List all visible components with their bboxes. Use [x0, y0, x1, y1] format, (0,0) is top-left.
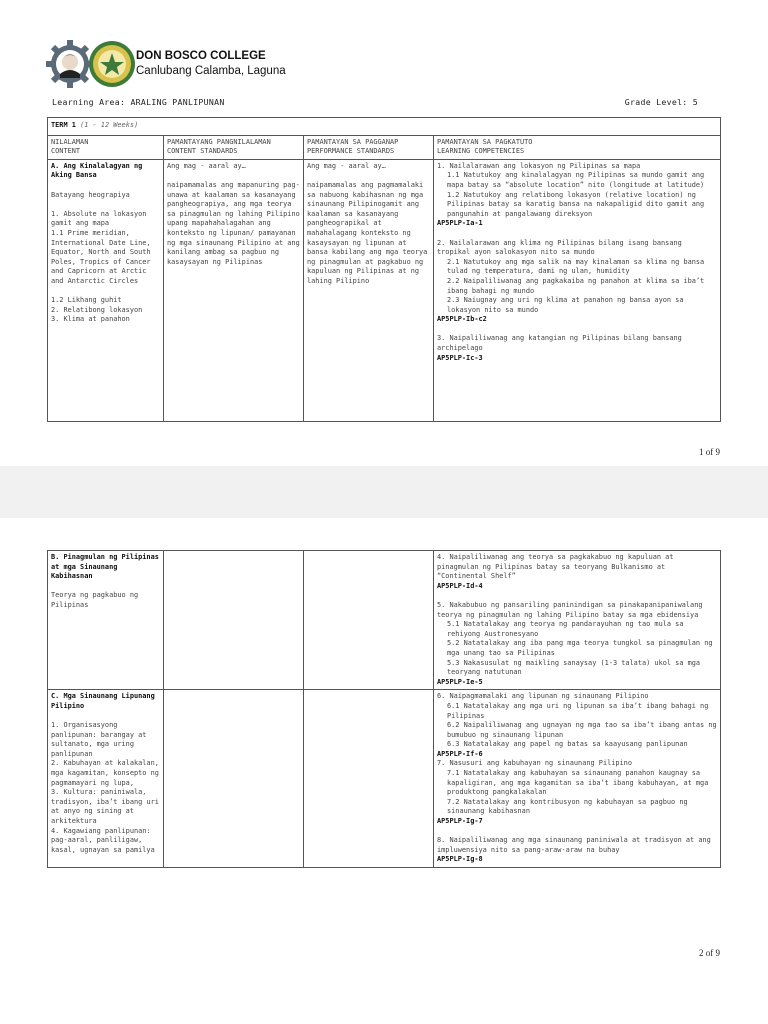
section-c-title: C. Mga Sinaunang Lipunang Pilipino: [51, 692, 155, 710]
competency: 5.2 Natatalakay ang iba pang mga teorya tungkol sa pinagmulan ng mga unang tao sa Pilipinas: [447, 639, 713, 657]
competency: 4. Naipaliliwanag ang teorya sa pagkakabuo ng kapuluan at pinagmulan ng Pilipinas batay sa teoryang Bulkanismo at “Continental Shelf”: [437, 553, 674, 581]
college-header: [46, 40, 346, 90]
competency: 2. Nailalarawan ang klima ng Pilipinas bilang isang bansang tropikal ayon salokasyon nito sa mundo: [437, 238, 682, 257]
competency: 1.2 Natutukoy ang relatibong lokasyon (relative location) ng Pilipinas batay sa karatig bansa na nakapaligid dito gamit ang pangunahin at pangalawang direksyon: [447, 190, 705, 218]
gear-logo-icon: [46, 40, 94, 88]
competency: 5.1 Natatalakay ang teorya ng pandarayuhan ng tao mula sa rehiyong Austronesyano: [447, 620, 684, 638]
table-row: [48, 690, 721, 868]
performance-standard: naipamamalas ang pagmamalaki sa nabuong kabihasnan ng mga sinaunang Pilipinogamit ang kaalaman sa kasanayang pangheograpikal at mahahalagang konteksto ng kasaysayan ng lipunan at bansa kabilang ang mga teorya ng pinagmulan at pagkabuo ng kapuluan ng Pilipinas at ng lahing Pilipino: [307, 180, 428, 285]
table-header-row: [48, 135, 721, 159]
learning-area: Learning Area: ARALING PANLIPUNAN: [52, 97, 225, 107]
content-item: 2. Relatibong lokasyon: [51, 305, 143, 314]
competency: 6. Naipagmamalaki ang lipunan ng sinaunang Pilipino: [437, 692, 649, 701]
competency: 5.3 Nakasusulat ng maikling sanaysay (1-3 talata) ukol sa mga teoryang natutunan: [447, 658, 701, 677]
col3-header: PAMANTAYAN SA PAGGANAP: [307, 137, 399, 146]
competency-code: AP5PLP-Ic-3: [437, 353, 483, 362]
content-item: 1.2 Likhang guhit: [51, 296, 122, 305]
competency-code: AP5PLP-If-6: [437, 749, 483, 758]
competency-code: AP5PLP-Ig-7: [437, 817, 483, 826]
competency-code: AP5PLP-Ia-1: [437, 219, 483, 228]
col2-header: PAMANTAYANG PANGNILALAMAN: [167, 137, 271, 146]
competency: 2.3 Naiugnay ang uri ng klima at panahon ng bansa ayon sa lokasyon nito sa mundo: [447, 296, 684, 314]
competency: 7. Nasusuri ang kabuhayan ng sinaunang Pilipino: [437, 759, 632, 768]
content-item: 2. Kabuhayan at kalakalan, mga kagamitan, konsepto ng pagmamayari ng lupa,: [51, 759, 159, 787]
content-item: 1. Absolute na lokasyon gamit ang mapa: [51, 209, 147, 228]
content-item: 4. Kagawiang panlipunan: pag-aaral, panliligaw, kasal, ugnayan sa pamilya: [51, 826, 155, 854]
col4-header-en: LEARNING COMPETENCIES: [437, 147, 525, 156]
section-b-sub: Teorya ng pagkabuo ng Pilipinas: [51, 591, 139, 609]
competency-code: AP5PLP-Ig-8: [437, 855, 483, 864]
competency-code: AP5PLP-Id-4: [437, 581, 483, 590]
table-row: [48, 551, 721, 690]
competency: 7.2 Natatalakay ang kontribusyon ng kabuhayan sa pagbuo ng sinaunang kabihasnan: [447, 797, 688, 816]
competency: 1. Nailalarawan ang lokasyon ng Pilipinas sa mapa: [437, 161, 641, 170]
competency: 7.1 Natatalakay ang kabuhayan sa sinaunang panahon kaugnay sa kapaligiran, ang mga kagamitan sa iba’t ibang kabuhayan, at mga produktong pangkalakalan: [447, 769, 709, 797]
competency: 6.1 Natatalakay ang mga uri ng lipunan sa iba’t ibang bahagi ng Pilipinas: [447, 701, 709, 720]
competency: 3. Naipaliliwanag ang katangian ng Pilipinas bilang bansang archipelago: [437, 334, 682, 353]
col1-header-en: CONTENT: [51, 147, 81, 156]
term-row: [48, 118, 721, 136]
competency: 5. Nakabubuo ng pansariling paninindigan sa pinakapanipaniwalang teorya ng pinagmulan ng lahing Pilipino batay sa mga ebidensiya: [437, 600, 703, 619]
college-name: DON BOSCO COLLEGE: [136, 50, 266, 62]
col4-header: PAMANTAYAN SA PAGKATUTO: [437, 137, 533, 146]
competency-code: AP5PLP-Ib-c2: [437, 315, 487, 324]
page-number: 2 of 9: [699, 948, 720, 958]
content-item: 3. Klima at panahon: [51, 315, 130, 324]
term-weeks: (1 - 12 Weeks): [80, 121, 139, 129]
table-row: [48, 159, 721, 421]
content-item: 1.1 Prime meridian, International Date Line, Equator, North and South Poles, Tropics of Cancer and Capricorn at Arctic and Antarctic Circles: [51, 228, 151, 285]
competency: 6.2 Naipaliliwanag ang ugnayan ng mga tao sa iba’t ibang antas ng bumubuo ng sinaunang lipunan: [447, 721, 717, 739]
college-address: Canlubang Calamba, Laguna: [136, 65, 286, 77]
content-standard: naipamamalas ang mapanuring pag-unawa at kaalaman sa kasanayang pangheograpiya, ang mga teorya sa pinagmulan ng lahing Pilipino upang mapahahalagahan ang konteksto ng lipunan/ pamayanan ng mga sinaunang Pilipino at ang kanilang ambag sa pagbuo ng kasaysayan ng Pilipinas: [167, 180, 300, 266]
competency: 2.2 Naipaliliwanag ang pagkakaiba ng panahon at klima sa iba’t ibang bahagi ng mundo: [447, 276, 705, 295]
competency: 6.3 Natatalakay ang papel ng batas sa kaayusang panlipunan: [447, 740, 688, 749]
page-number: 1 of 9: [699, 447, 720, 457]
col3-header-en: PERFORMANCE STANDARDS: [307, 147, 395, 156]
competency: 2.1 Natutukoy ang mga salik na may kinalaman sa klima ng bansa tulad ng temperatura, dami ng ulan, humidity: [447, 257, 705, 276]
college-seal-icon: [88, 40, 136, 88]
page-1: [0, 0, 768, 466]
content-item: 3. Kultura: paniniwala, tradisyon, iba’t ibang uri at anyo ng sining at arkitektura: [51, 788, 159, 826]
section-b-title: B. Pinagmulan ng Pilipinas at mga Sinaunang Kabihasnan: [51, 553, 159, 581]
section-a-sub: Batayang heograpiya: [51, 190, 130, 199]
col1-header: NILALAMAN: [51, 137, 89, 146]
competency: 8. Naipaliliwanag ang mga sinaunang paniniwala at tradisyon at ang impluwensiya nito sa pang-araw-araw na buhay: [437, 836, 711, 854]
competency: 1.1 Natutukoy ang kinalalagyan ng Pilipinas sa mundo gamit ang mapa batay sa “absolute location” nito (longitude at latitude): [447, 171, 705, 189]
page-2: [0, 518, 768, 1024]
curriculum-table-2: [47, 550, 721, 868]
content-item: 1. Organisasyong panlipunan: barangay at sultanato, mga uring panlipunan: [51, 721, 147, 758]
curriculum-table-1: [47, 117, 721, 422]
grade-level: Grade Level: 5: [624, 97, 698, 107]
col2-header-en: CONTENT STANDARDS: [167, 147, 238, 156]
performance-std-intro: Ang mag - aaral ay…: [307, 161, 386, 170]
content-std-intro: Ang mag - aaral ay…: [167, 161, 246, 170]
term-label: TERM 1: [51, 121, 76, 129]
competency-code: AP5PLP-Ie-5: [437, 677, 483, 686]
section-a-title: A. Ang Kinalalagyan ng Aking Bansa: [51, 161, 143, 180]
